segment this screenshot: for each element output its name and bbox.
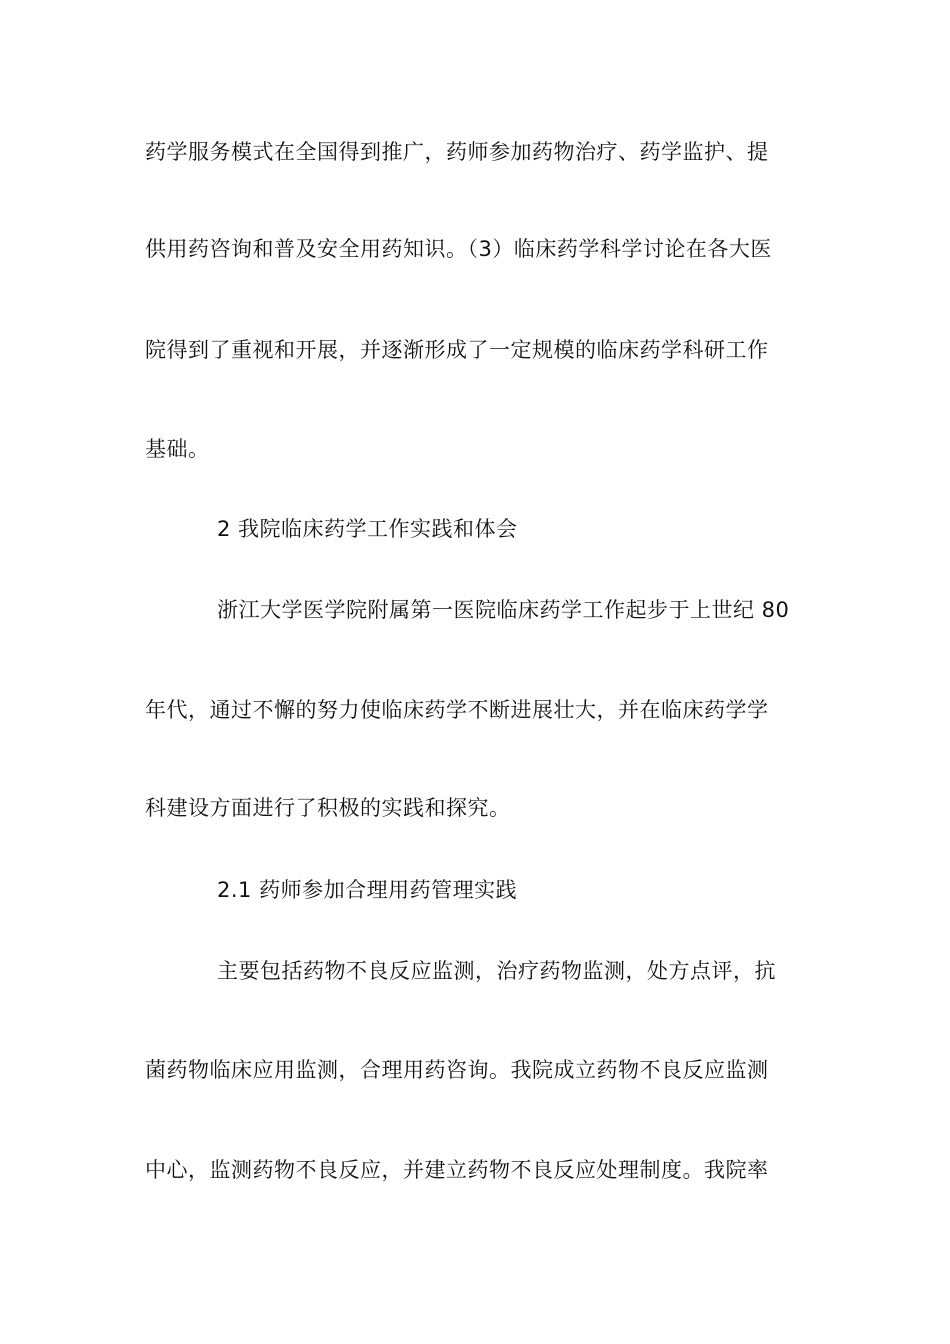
paragraph-line-9: 菌药物临床应用监测，合理用药咨询。我院成立药物不良反应监测 (145, 1058, 769, 1082)
paragraph-line-3: 院得到了重视和开展，并逐渐形成了一定规模的临床药学科研工作 (145, 338, 769, 362)
paragraph-line-2: 供用药咨询和普及安全用药知识。（3）临床药学科学讨论在各大医 (145, 237, 772, 261)
paragraph-line-8: 主要包括药物不良反应监测，治疗药物监测，处方点评，抗 (217, 959, 776, 983)
paragraph-line-5: 浙江大学医学院附属第一医院临床药学工作起步于上世纪 80 (217, 598, 790, 622)
section-heading-2-1: 2.1 药师参加合理用药管理实践 (217, 878, 518, 902)
paragraph-line-1: 药学服务模式在全国得到推广，药师参加药物治疗、药学监护、提 (145, 140, 769, 164)
section-heading-2: 2 我院临床药学工作实践和体会 (217, 517, 518, 541)
paragraph-line-10: 中心，监测药物不良反应，并建立药物不良反应处理制度。我院率 (145, 1158, 769, 1182)
paragraph-line-4: 基础。 (145, 437, 210, 461)
paragraph-line-7: 科建设方面进行了积极的实践和探究。 (145, 796, 511, 820)
paragraph-line-6: 年代，通过不懈的努力使临床药学不断进展壮大，并在临床药学学 (145, 698, 769, 722)
